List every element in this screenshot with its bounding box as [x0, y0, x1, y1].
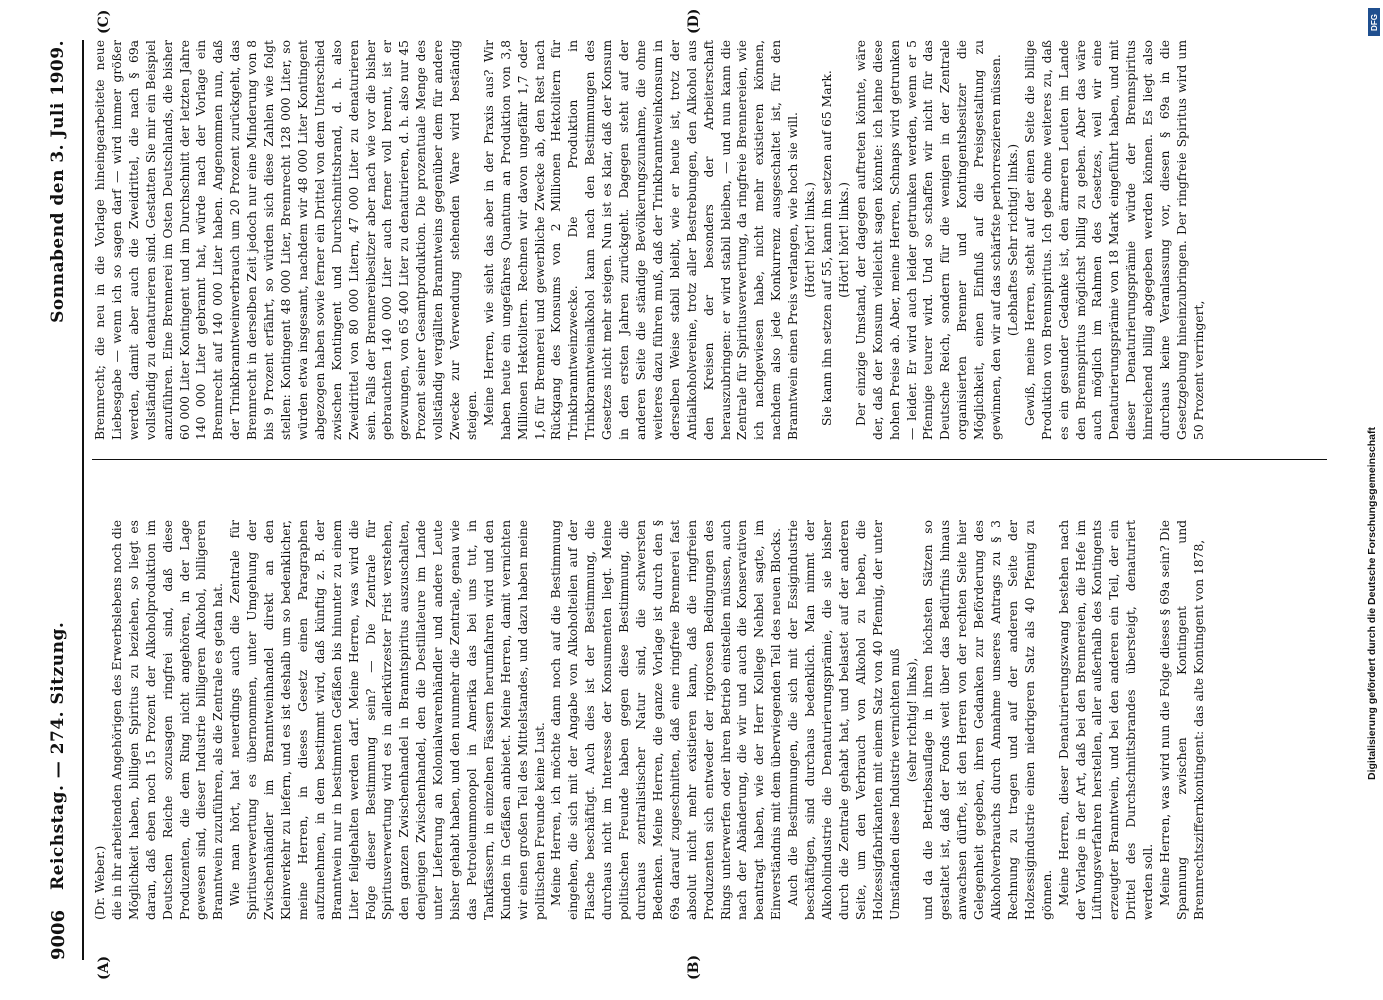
footer-credit — [1366, 10, 1380, 790]
paragraph: Brennrecht; die neu in die Vorlage hineingearbeitete neue Liebesgabe — wenn ich so sagen darf — wird immer größer werden, damit aber auch die Zweidrittel, die nach § 69a vollständig zu denaturieren sind. Gestatten Sie mir ein Beispiel anzuführen. Eine Brennerei im Osten Deutschlands, die bisher 60 000 Liter Kontingent und im Durchschnitt der letzten Jahre 140 000 Liter gebrannt hat, würde nach der Vorlage ein Brennrecht auf 140 000 Liter haben. Angenommen nun, daß der Trinkbranntweinverbrauch um 20 Prozent zurückgeht, das Brennrecht in derselben Zeit jedoch nur eine Minderung von 8 bis 9 Prozent erfährt, so würden sich diese Zahlen wie folgt stellen: Kontingent 48 000 Liter, Brennrecht 128 000 Liter, so würden etwa insgesamt, nachdem wir 48 000 Liter Kontingent abgezogen haben sowie ferner ein Drittel von dem Unterschied zwischen Kontingent und Durchschnittsbrand, d. h. also Zweidrittel von 80 000 Litern, 47 000 Liter zu denaturieren sein. Falls der Brennereibesitzer aber nach wie vor die bisher gebrauchten 140 000 Liter auch ferner voll brennt, ist er gezwungen, von 65 400 Liter zu denaturieren, d. h. also nur 45 Prozent seiner Gesamtproduktion. Die prozentuale Menge des vollständig vergällten Branntweins gegenüber dem für andere Zwecke zur Verwendung stehenden Ware wird beständig steigen. — [93, 40, 479, 440]
margin-mark-a: (A) — [96, 955, 112, 980]
speaker-note: (Dr. Weber.) — [93, 845, 107, 920]
interjection: (Lebhaftes Sehr richtig! links.) — [1005, 143, 1020, 337]
right-text-column — [92, 40, 1332, 440]
paragraph: Auch die Bestimmungen, die sich mit der Essigindustrie beschäftigen, sind durchaus bedenklich. Man nimmt der Alkoholindustrie die Denaturierungsprämie, die sie bisher durch die Zentrale gehabt hat, und belastet auf der anderen Seite, um den Verbrauch von Alkohol zu heben, die Holzessigfabrikanten mit einem Satz von 40 Pfennig, der unter Umständen diese Industrie vernichten muß — [786, 520, 902, 920]
paragraph: Sie kann ihn setzen auf 55, kann ihn setzen auf 65 Mark. — [819, 70, 834, 426]
paragraph: Meine Herren, wie sieht das aber in der Praxis aus? Wir haben heute ein ungefähres Quantum an Produktion von 3,8 Millionen Hektolitern. Rechnen wir davon ungefähr 1,7 oder 1,6 für Brennerei und gewerbliche Zwecke ab, den Rest nach Rückgang des Konsums von 2 Millionen Hektolitern für Trinkbranntweinzwecke. Die Produktion in Trinkbranntweinalkohol kann nach den Bestimmungen des Gesetzes nicht mehr steigen. Nun ist es klar, daß der Konsum in den ersten Jahren zurückgeht. Dagegen steht auf der anderen Seite die ständige Bevölkerungszunahme, die ohne weiteres dazu führen muß, daß der Trinkbranntweinkonsum in derselben Weise stabil bleibt, wie er heute ist, trotz der Antialkoholvereine, trotz aller Bestrebungen, den Alkohol aus den Kreisen der besonders der Arbeiterschaft herauszubringen: er wird stabil bleiben, — und nun kann die Zentrale für Spiritusverwertung, da ringfreie Brennereien, wie ich nachgewiesen habe, nicht mehr existieren können, nachdem also jede Konkurrenz ausgeschaltet ist, für den Branntwein einen Preis verlangen, wie hoch sie will. — [481, 40, 801, 440]
margin-mark-c: (C) — [96, 9, 112, 34]
paragraph: Wie man hört, hat neuerdings auch die Zentrale für Spiritusverwertung es übernommen, unter Umgehung der Zwischenhändler im Branntweinhandel direkt an den Kleinverkehr zu liefern, und es ist deshalb um so bedenklicher, meine Herren, in dieses Gesetz einen Paragraphen aufzunehmen, in dem bestimmt wird, daß künftig z. B. der Branntwein nur in bestimmten Gefäßen bis hinunter zu einem Liter feilgehalten werden darf. Meine Herren, was wird die Folge dieser Bestimmung sein? — Die Zentrale für Spiritusverwertung wird es in allerkürzester Frist verstehen, den ganzen Zwischenhandel in Branntspiritus auszuschalten, denjenigen Zwischenhandel, den die Destillateure im Lande unter Lieferung an Kolonialwarenhändler und andere Leute bisher gehabt haben, und den nunmehr die Zentrale, genau wie das Petroleummonopol in Amerika das bei uns tut, in Tankfässern, in einzelnen Fässern herumfahren wird und den Kunden in Gefäßen anbietet. Meine Herren, damit vernichten wir einen großen Teil des Mittelstandes, und dazu haben meine politischen Freunde keine Lust. — [228, 520, 547, 920]
dfg-logo-text: DFG — [1369, 13, 1379, 31]
interjection: (sehr richtig! links), — [904, 657, 919, 783]
page-number: 9006 — [48, 909, 69, 960]
interjection: (Hört! hört! links.) — [836, 182, 851, 298]
header-left-title: Reichstag. — 274. Sitzung. — [48, 621, 68, 890]
paragraph: die in ihr arbeitenden Angehörigen des Erwerbslebens noch die Möglichkeit haben, billigen Spiritus zu beziehen, so liegt es daran, daß eben noch 15 Prozent der Alkoholproduktion im Deutschen Reiche sozusagen ringfrei sind, daß diese Produzenten, die dem Ring nicht angehören, in der Lage gewesen sind, dieser Industrie billigeren Alkohol, billigeren Branntwein zuzuführen, als die Zentrale es getan hat. — [109, 520, 226, 920]
margin-mark-d: (D) — [686, 8, 702, 34]
footer-credit-text: Digitalisierung gefördert durch die Deutsche Forschungsgemeinschaft — [1366, 427, 1378, 780]
running-header — [48, 40, 74, 960]
paragraph: Gewiß, meine Herren, steht auf der einen Seite die billige Produktion von Brennspiritus. Ich gebe ohne weiteres zu, daß es ein gesunder Gedanke ist, den ärmeren Leuten im Lande den Brennspiritus möglichst billig zu geben. Aber das wäre auch möglich im Rahmen des Gesetzes, weil wir eine Denaturierungsprämie von 18 Mark eingeführt haben, und mit dieser Denaturierungsprämie würde der Brennspiritus hinreichend billig abgegeben werden können. Es liegt also durchaus keine Veranlassung vor, diesen § 69a in die Gesetzgebung hineinzubringen. Der ringfreie Spiritus wird um 50 Prozent verringert, — [1022, 40, 1206, 440]
margin-mark-b: (B) — [686, 954, 702, 980]
paragraph: Meine Herren, ich möchte dann noch auf die Bestimmung eingehen, die sich mit der Angabe von Alkoholteilen auf der Flasche beschäftigt. Auch dies ist der Bestimmung, die durchaus nicht im Interesse der Konsumenten liegt. Meine politischen Freunde haben gegen diese Bestimmung, die durchaus zentralistischer Natur sind, die schwersten Bedenken. Meine Herren, die ganze Vorlage ist durch den § 69a darauf zugeschnitten, daß eine ringfreie Brennerei fast absolut nicht mehr existieren kann, daß die ringfreien Produzenten sich entweder der rigorosen Bedingungen des Rings unterwerfen oder ihren Betrieb einstellen müssen, auch nach der Abänderung, die wir und auch die Konservativen beantragt haben, wie der Herr Kollege Nehbel sagte, im Einverständnis mit dem überwiegenden Teil des neuen Blocks. — [549, 520, 784, 920]
interjection: (Hört! hört! links.) — [803, 182, 818, 298]
left-text-column — [92, 520, 1332, 920]
paragraph: Meine Herren, dieser Denaturierungszwang bestehen nach der Vorlage in der Art, daß bei den Brennereien, die Hefe im Lüftungsverfahren herstellen, aller außerhalb des Kontingents erzeugter Branntwein, und bei den anderen ein Teil, der ein Drittel des Durchschnittsbrandes übersteigt, denaturiert werden soll. — [1056, 520, 1156, 920]
header-rule — [82, 40, 84, 960]
column-divider — [92, 459, 1327, 460]
paragraph: und da die Betriebsauflage in ihren höchsten Sätzen so gestaltet ist, daß der Fonds weit über das Bedürfnis hinaus anwachsen dürfte, ist den Herren von der rechten Seite hier Gelegenheit gegeben, ihren Gedanken zur Beförderung des Alkoholverbrauchs durch Annahme unseres Antrags zu § 3 Rechnung zu tragen und auf der anderen Seite der Holzessigindustrie einen niedrigeren Satz als 40 Pfennig zu gönnen. — [921, 520, 1054, 920]
paragraph: Meine Herren, was wird nun die Folge dieses § 69a sein? Die Spannung zwischen Kontingent und Brennrechtsziffernkontingent: das alte Kontingent von 1878, — [1158, 520, 1206, 920]
header-right-title: Sonnabend den 3. Juli 1909. — [48, 40, 68, 323]
paragraph: Der einzige Umstand, der dagegen auftreten könnte, wäre der, daß der Konsum vielleicht sagen könnte: ich lehne diese hohen Preise ab. Aber, meine Herren, Schnaps wird getrunken — leider. Er wird auch leider getrunken werden, wenn er 5 Pfennige teurer wird. Und so schaffen wir nicht für das Deutsche Reich, sondern für die wenigen in der Zentrale organisierten Brenner und Kontingentsbesitzer die Möglichkeit, einen Einfluß auf die Preisgestaltung zu gewinnen, den wir auf das schärfste perhorreszieren müssen. — [853, 40, 1004, 440]
